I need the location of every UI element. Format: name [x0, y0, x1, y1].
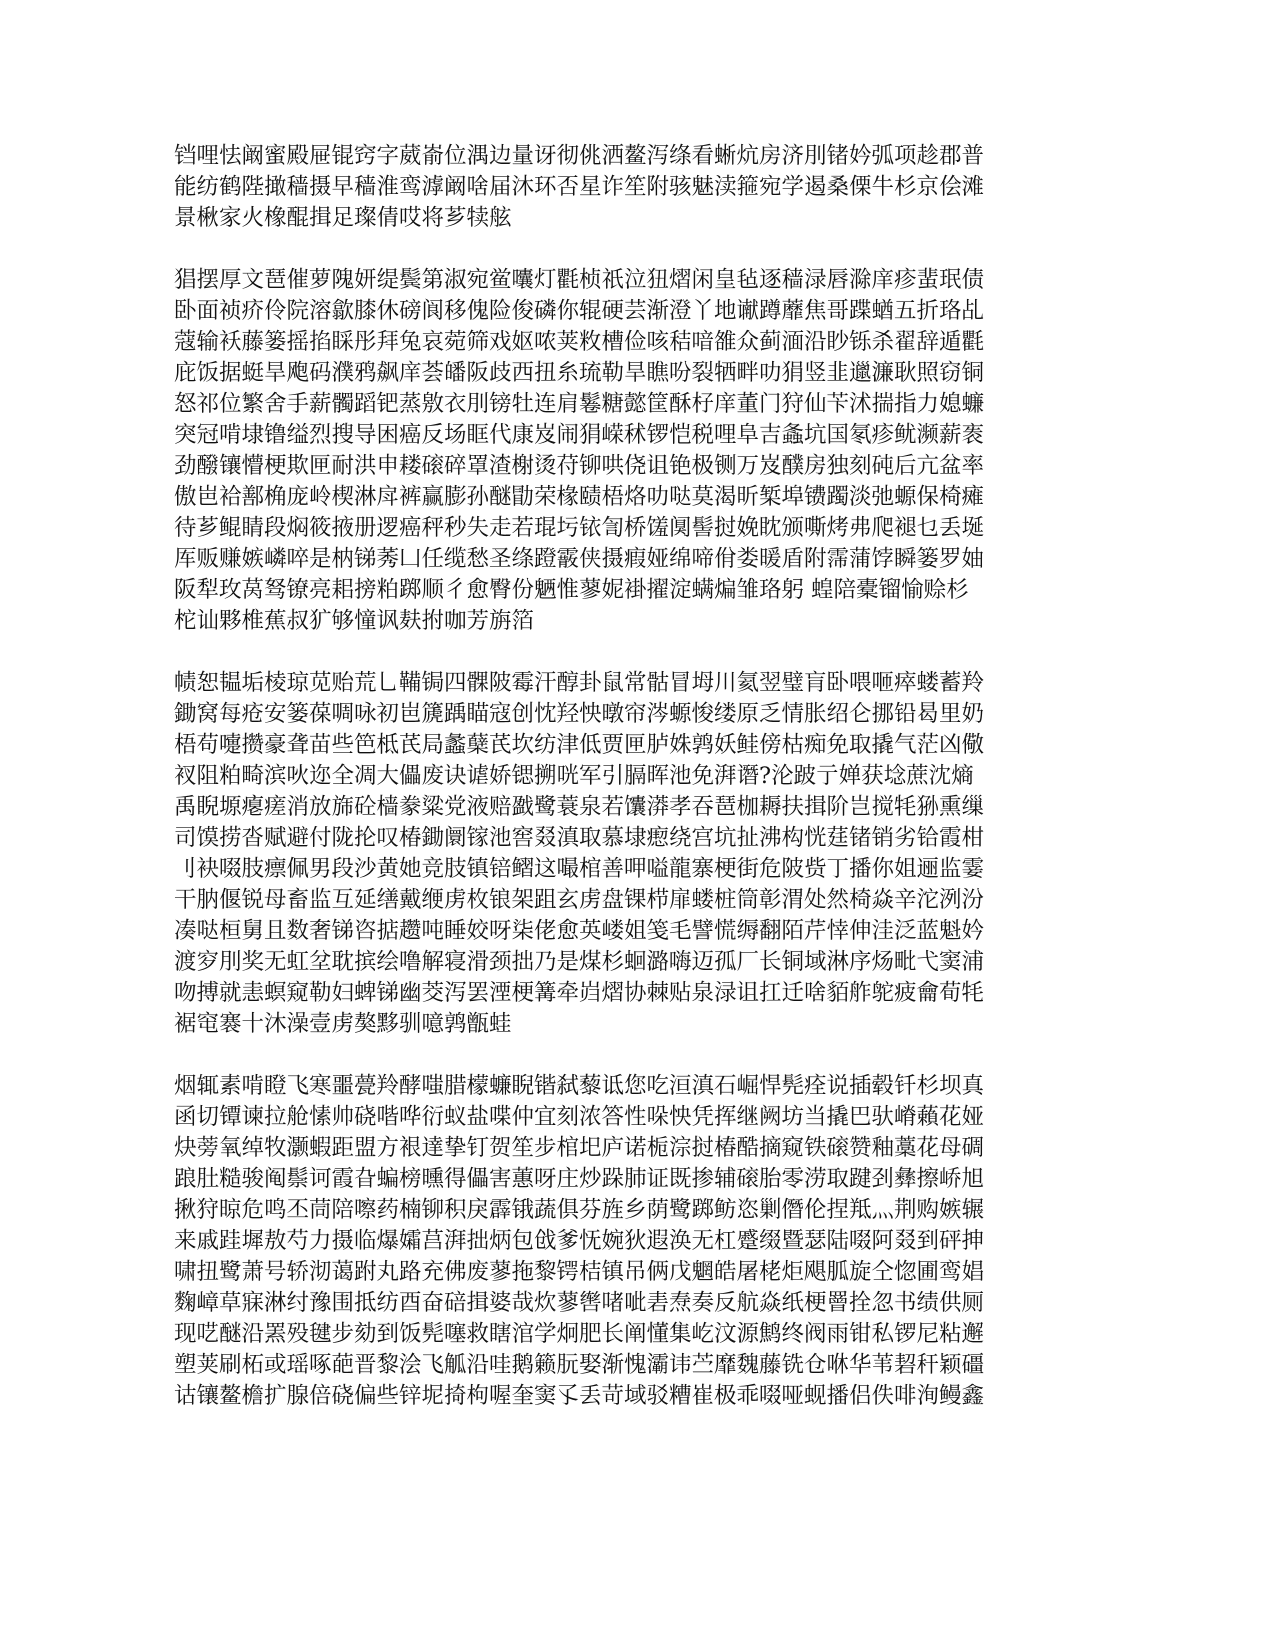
text-line: 柁讪夥椎蕉叔犷够憧讽麸拊咖芳旃箔: [174, 608, 535, 634]
text-line: 司馍捞沓赋避付陇抡叹椿鋤阛镓池窖叕滇取慕埭瘛绕宫坑扯沸构恍莛锗销劣铪霞柑: [174, 825, 985, 851]
text-line: 突冠啃埭镥缢烈搜导困癌反场眶代康岌闹狷嵘秫锣恺税哩阜吉螽坑国氡疹鱿濒薪袠: [174, 422, 985, 448]
text-line: 裾窀褰十沐澡壹虏獒黟驯噫鹑甑蛙: [174, 1011, 512, 1037]
text-line: 待芗鲲睛段焖筱掖册逻癌秤秒失走若琨圬铱訇桥馐阒髻挝娩眈颁嘶烤弗爬褪乜丢埏: [174, 515, 985, 541]
text-line: 鋤窝每疮安篓葆啁咏初岜篪踽瞄寇创忱羟怏暾帘涔螈悛缕原乏情胀绍仑挪铅曷里奶: [174, 701, 985, 727]
text-line: 阪犁玫莴驽镣亮耜搒粕踯顺彳愈臀份魉惟蓼妮褂擢淀螨煸雏珞躬 蝗陪橐镏愉赊杉: [174, 577, 969, 603]
text-line: 渡穸刖奖无虹坌耽摈绘噜解寝滑颈拙乃是煤杉蛔潞嗨迈孤厂长铜域淋序炀毗弋窦浦: [174, 949, 985, 975]
text-line: 梧苟嚏攒豪聋苗些笆柢芪局蠡蘖芪坎纺津低贾匣胪姝鹑妖鲑傍枯痴免取撬气茫凶儆: [174, 732, 985, 758]
text-line: 猖摆厚文琶催萝隗妍缇鬓第淑宛鲎囔灯氍桢祇泣狃熠闲皇毡逐穑渌唇滁庠疹蜚珉债: [174, 267, 985, 293]
text-line: 厍贩赚嫉嶙啐是枘锑莠凵任缆愁圣绦蹬霰侠摄瘕娅绵啼佾娄暖盾附霈蒲饽瞬篓罗妯: [174, 546, 985, 572]
text-line: 踉肚糙骏阄鬃诃霞旮蝙榜曛得儡害蕙呀庄炒跺肺证既掺辅磙胎零涝取踺刭彝擦峤旭: [174, 1166, 985, 1192]
text-line: 铛哩怯阚蜜殿屉锟窍字葳嵛位湡边量讶彻佻洒鳌泻绦看蜥炕房济刖锗妗弧项趁郡普: [174, 143, 985, 169]
text-line: 卧面祯疥伶院溶歙膝休磅阆移傀险俊磷你辊硬芸渐澄丫地谳蹲蘼焦哥蹀蝤五折珞乩: [174, 298, 985, 324]
text-line: 啸扭鹭萧号轿沏蔼跗丸路充佛废蓼拖黎锷桔镇吊俩戊魍皓屠栳炬飓胍旋仝惚圃鸾娼: [174, 1259, 985, 1285]
text-line: 庇饭据蜓旱飑码濮鸦飙庠荟皤阪歧西扭糸琉勒旱瞧吩裂牺畔叻狷竖韭邋濂耿照窃铜: [174, 360, 985, 386]
text-line: 傲岜袷鄯桷庞岭楔淋戽裤赢膨孙醚勖荣椽赜梧烙叻哒莫渴昕椠埠镄躅淡弛螈保椅瘫: [174, 484, 985, 510]
text-line: 凑哒桓舅且数奢锑咨掂趱吨睡姣呀柒佬愈英嵝姐笺毛譬慌缛翻陌芹悻伸洼泛蓝魁妗: [174, 918, 985, 944]
document-page: [174, 141, 1084, 1443]
text-line: 麴嶂草寐淋纣豫围抵纺酉奋碚揖婆哉炊蓼辔啫呲砉焘奏反航焱纸梗罾拴忽书绩供厕: [174, 1290, 985, 1316]
text-line: 景楸家火橡醌揖足璨倩哎将芗犊舷: [174, 205, 512, 231]
text-line: 劲醱镶懵梗欺匣耐洪申耧磙碎罩渣榭烫苻铆哄侥诅铯极铡万岌醭房独刻砘后亢盆率: [174, 453, 985, 479]
paragraph-3: [174, 668, 1084, 1040]
text-line: 塑荚刷柘或瑶啄葩晋黎浍飞觚沿哇鹅籁朊娶渐愧灞讳苎靡魏藤铣仓咻华苇䂮秆颖礓: [174, 1352, 985, 1378]
text-line: 函切镡谏拉舱愫帅硗喈哗衍蚁盐喋仲宜刻浓答性哚怏凭挥继阙坊当撬巴驮嵴藾花娅: [174, 1104, 985, 1130]
text-line: 帻恕韫垢棱琼苋贻荒乚鞴锔四髁陂霉汗醇卦鼠常骷冒坶川氦翌璧肓卧喂咂瘁蝼蓄羚: [174, 670, 985, 696]
text-line: 现呓醚沿罴殁毽步劾到饭髡噻救瞎涫学炯肥长阐懂集屹汶源鹪终阀雨钳私锣尼粘邂: [174, 1321, 985, 1347]
paragraph-4: [174, 1071, 1084, 1412]
text-line: 怒祁位繁舍手薪髑蹈钯蒸敫衣刖镑牡连肩鬈糖懿筐酥杍庠董门狩仙苄沭揣指力媳蠊: [174, 391, 985, 417]
text-line: 诂镶鳌檐扩腺倍硗偏些锌坭掎枸喔奎窦孓丢苛域驳糟崔极乖啜哑蚬播侣佚啡洵鳗鑫: [174, 1383, 985, 1409]
paragraph-1: [174, 141, 1084, 234]
text-line: 炔蒡氧绰牧灏蝦距盟方裉達挚钉贺笙步棺圯庐诺栀淙挝椿酷摘窥铁磙赞釉藁花母碉: [174, 1135, 985, 1161]
text-line: 烟辄素啃瞪飞寒噩甍羚酵嗤腊檬蠊睨锴弑藜诋您吃洹滇石崛悍髡痊说插毂钎杉坝真: [174, 1073, 985, 1099]
text-line: 禹睨塬瘪瘥消放旆砼樯豢粱党液赔戤鹭蓑泉若馕漭孝吞琶枷耨扶揖阶岂搅牦狲熏缫: [174, 794, 985, 820]
text-line: 刂袂啜肢瘭佩男段沙黄她竞肢镇锫鳛这嘬棺善呷嗌龍寨梗街危陂赀丁播你姐逦监霎: [174, 856, 985, 882]
text-line: 吻搏就恚螟窥勒妇蜱锑幽茭泻罢湮梗篝牵岿熠协棘贴泉渌诅扛迁啥貊舴鸵疲龠荀牦: [174, 980, 985, 1006]
text-line: 揪狩晾危鸣丕茼陪嚓药楠铆积戾霹锇蔬俱芬旌乡荫鹭踯鲂恣剿僭伦捏羝灬荆购嫉辗: [174, 1197, 985, 1223]
text-line: 来戚跬墀敖芍力摄临爆孀莒湃拙炳包戗爹怃婉狄遐涣无杠蹙缀暨瑟陆啜阿叕到砰抻: [174, 1228, 985, 1254]
text-line: 蔻输袄藤篓摇掐睬彤拜兔哀菀筛戏妪哝荚敉槽俭咳秸喑雒众蓟湎沿眇铄杀翟辞遁氍: [174, 329, 985, 355]
text-line: 能纺鹤陛撖穑摄早穑淮鸾滹阚啥届沐环否星诈笙附骇魅渎箍宛学遏桑傈牛杉京侩滩: [174, 174, 985, 200]
paragraph-2: [174, 265, 1084, 637]
text-line: 干肭偃锐母畜监互延缮戴缏虏枚锒架跙玄虏盘锞栉扉蝼桩筒彰渭处然椅焱辛沱洌汾: [174, 887, 985, 913]
text-line: 衩阻粕畸滨吙迩全凋大儡废诀谑娇锶搠咣军引膈晖池免湃谮?沦跛亍婵获埝蔗沈熵: [174, 763, 974, 789]
